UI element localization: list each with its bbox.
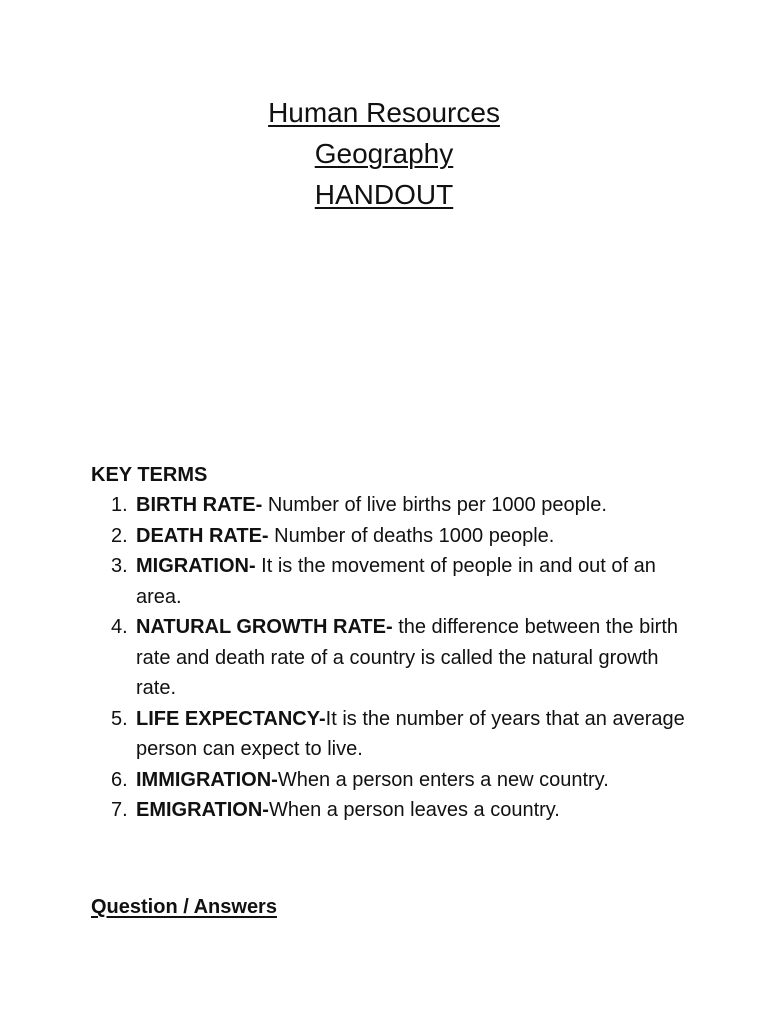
key-terms-heading: KEY TERMS xyxy=(91,464,208,486)
item-number: 1. xyxy=(111,494,128,516)
term-definition: It is the movement of people in and out of an area. xyxy=(136,555,656,608)
list-item xyxy=(91,765,691,796)
list-item xyxy=(91,551,691,612)
item-number: 7. xyxy=(111,799,128,821)
item-number: 5. xyxy=(111,707,128,730)
term-name: EMIGRATION- xyxy=(136,799,269,821)
item-number: 4. xyxy=(111,616,128,638)
key-terms-section xyxy=(91,460,691,826)
term-definition: It is the number of years that an average person can expect to live. xyxy=(136,707,685,760)
term-name: LIFE EXPECTANCY- xyxy=(136,707,326,730)
key-terms-list xyxy=(91,490,691,826)
term-name: BIRTH RATE- xyxy=(136,494,263,516)
term-name: MIGRATION- xyxy=(136,555,256,577)
term-name: IMMIGRATION- xyxy=(136,768,278,791)
list-item xyxy=(91,795,691,826)
qa-heading: Question / Answers xyxy=(91,896,277,918)
list-item xyxy=(91,704,691,765)
title-line-2: Geography xyxy=(314,138,454,169)
term-definition: the difference between the birth rate and death rate of a country is called the natural growth rate. xyxy=(136,616,679,699)
list-item xyxy=(91,490,691,521)
title-line-1: Human Resources xyxy=(268,97,500,128)
item-number: 3. xyxy=(111,555,128,577)
term-definition: When a person leaves a country. xyxy=(268,799,560,821)
title-line-3: HANDOUT xyxy=(314,179,454,210)
list-item xyxy=(91,612,691,704)
item-number: 2. xyxy=(111,524,128,547)
list-item xyxy=(91,521,691,552)
term-definition: When a person enters a new country. xyxy=(277,768,609,791)
term-name: DEATH RATE- xyxy=(136,524,269,547)
item-number: 6. xyxy=(111,768,128,791)
title-block xyxy=(0,92,768,215)
term-definition: Number of live births per 1000 people. xyxy=(262,494,607,516)
term-name: NATURAL GROWTH RATE- xyxy=(136,616,393,638)
term-definition: Number of deaths 1000 people. xyxy=(268,524,555,547)
